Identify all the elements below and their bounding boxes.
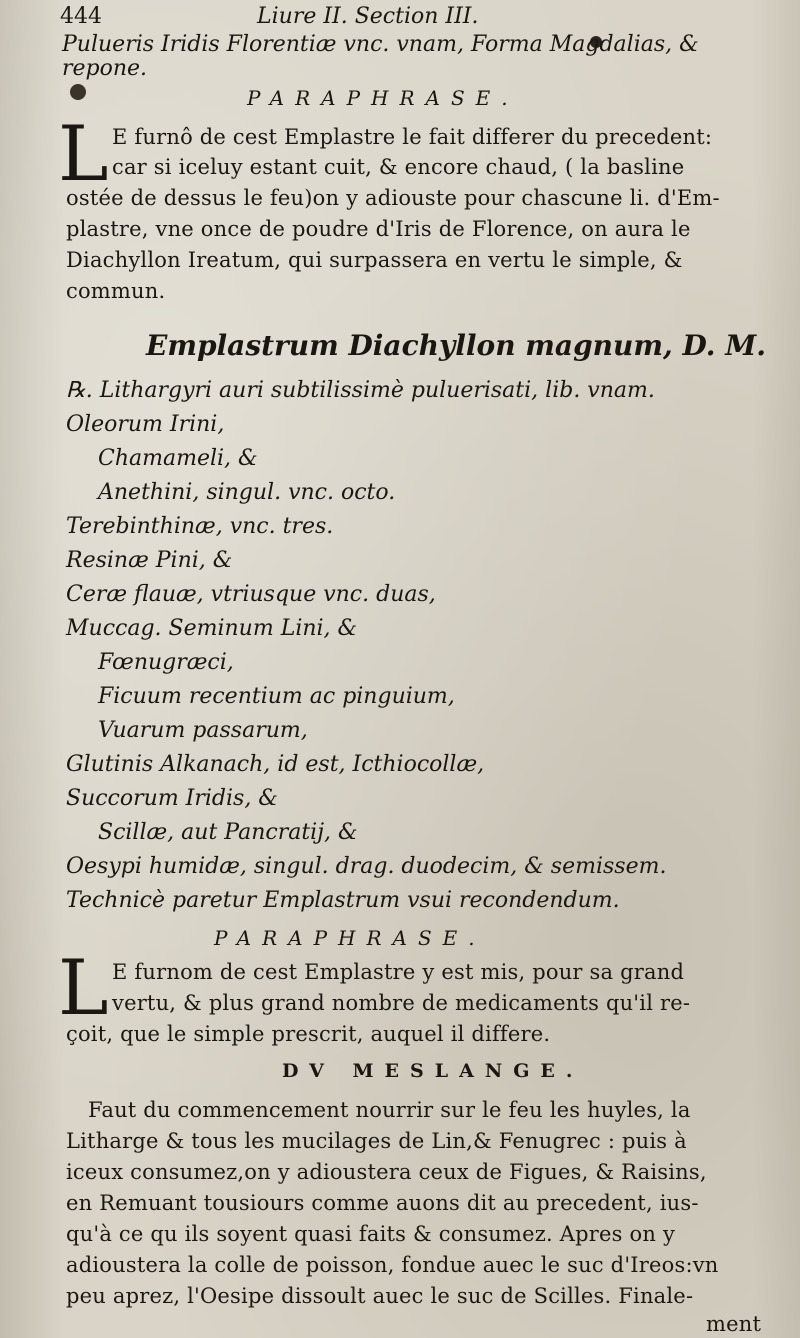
running-title: Liure II. Section III. xyxy=(257,4,479,29)
text-line: vertu, & plus grand nombre de medicaments qu'il re- xyxy=(112,991,691,1015)
section-heading: DV MESLANGE. xyxy=(282,1060,584,1082)
text-line: commun. xyxy=(66,279,166,303)
recipe-line: Ceræ flauæ, vtriusque vnc. duas, xyxy=(66,582,436,607)
running-head xyxy=(60,6,478,28)
text-line: çoit, que le simple prescrit, auquel il differe. xyxy=(66,1022,551,1046)
text-line: ostée de dessus le feu)on y adiouste pour chascune li. d'Em- xyxy=(66,186,720,210)
recipe-title: Emplastrum Diachyllon magnum, D. M. xyxy=(146,329,767,362)
recipe-line: Vuarum passarum, xyxy=(98,718,308,743)
recipe-line: Ficuum recentium ac pinguium, xyxy=(98,684,455,709)
text-line: adioustera la colle de poisson, fondue auec le suc d'Ireos:vn xyxy=(66,1253,719,1277)
catchword: ment xyxy=(706,1312,762,1336)
drop-cap: L xyxy=(58,109,109,198)
recipe-line: Resinæ Pini, & xyxy=(66,548,233,573)
recipe-line: Anethini, singul. vnc. octo. xyxy=(98,480,396,505)
paraphrase-heading: PARAPHRASE. xyxy=(214,926,486,950)
ornament-icon xyxy=(70,84,86,100)
drop-cap: L xyxy=(58,943,109,1032)
text-line: qu'à ce qu ils soyent quasi faits & consumez. Apres on y xyxy=(66,1222,676,1246)
recipe-line: Glutinis Alkanach, id est, Icthiocollæ, xyxy=(66,752,485,777)
recipe-line: Terebinthinæ, vnc. tres. xyxy=(66,514,334,539)
text-line: plastre, vne once de poudre d'Iris de Florence, on aura le xyxy=(66,217,691,241)
recipe-line: Succorum Iridis, & xyxy=(66,786,278,811)
recipe-line: Fœnugræci, xyxy=(98,650,234,675)
text-line: E furnô de cest Emplastre le fait differer du precedent: xyxy=(112,125,713,149)
text-line: car si iceluy estant cuit, & encore chaud, ( la basline xyxy=(112,155,685,179)
page-number: 444 xyxy=(60,4,102,29)
text-line: peu aprez, l'Oesipe dissoult auec le suc de Scilles. Finale- xyxy=(66,1284,694,1308)
recipe-line: Chamameli, & xyxy=(98,446,258,471)
header-line: Pulueris Iridis Florentiæ vnc. vnam, Forma Magdalias, & xyxy=(62,32,699,57)
recipe-line: Oleorum Irini, xyxy=(66,412,225,437)
text-line: en Remuant tousiours comme auons dit au precedent, ius- xyxy=(66,1191,699,1215)
text-line: Faut du commencement nourrir sur le feu les huyles, la xyxy=(88,1098,691,1122)
recipe-line: Oesypi humidæ, singul. drag. duodecim, & semissem. xyxy=(66,854,667,879)
text-line: E furnom de cest Emplastre y est mis, pour sa grand xyxy=(112,960,685,984)
recipe-line: Muccag. Seminum Lini, & xyxy=(66,616,358,641)
text-line: iceux consumez,on y adioustera ceux de Figues, & Raisins, xyxy=(66,1160,707,1184)
recipe-line: Scillæ, aut Pancratij, & xyxy=(98,820,358,845)
recipe-line: ℞. Lithargyri auri subtilissimè puluerisati, lib. vnam. xyxy=(66,378,655,403)
header-line: repone. xyxy=(62,56,148,81)
recipe-line: Technicè paretur Emplastrum vsui recondendum. xyxy=(66,888,620,913)
text-line: Diachyllon Ireatum, qui surpassera en vertu le simple, & xyxy=(66,248,683,272)
paraphrase-heading: PARAPHRASE. xyxy=(247,86,519,110)
text-line: Litharge & tous les mucilages de Lin,& Fenugrec : puis à xyxy=(66,1129,687,1153)
